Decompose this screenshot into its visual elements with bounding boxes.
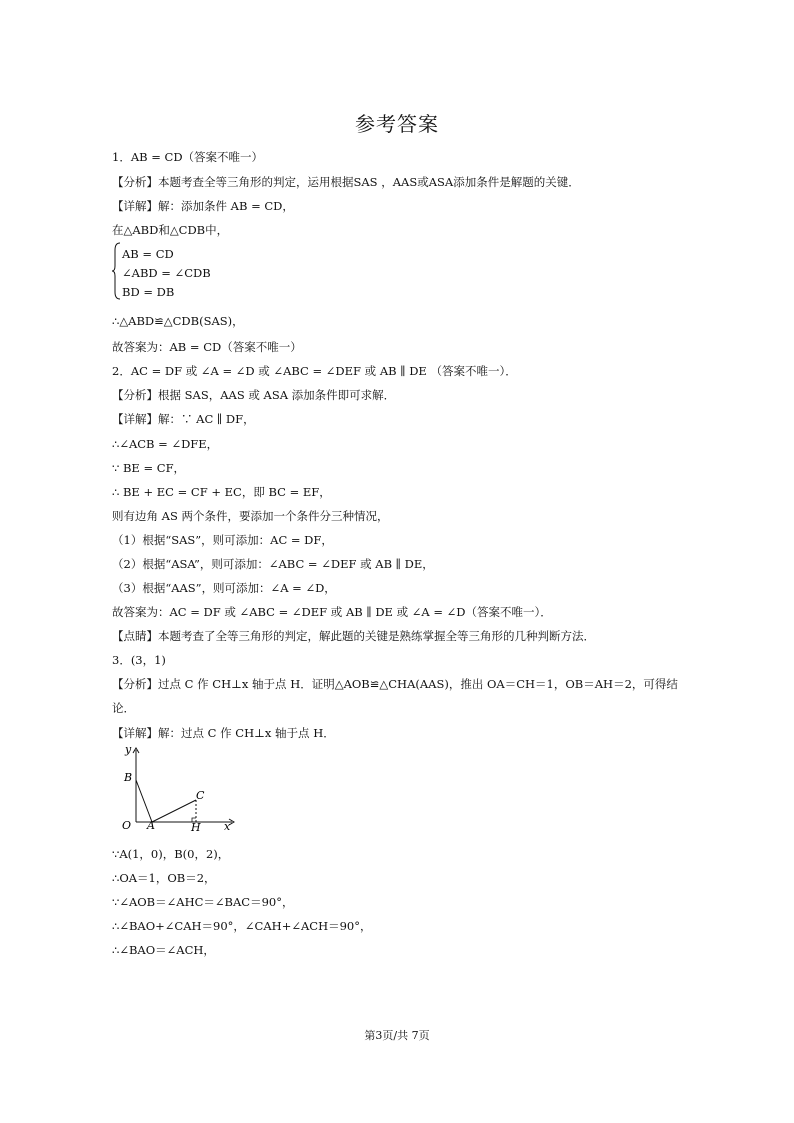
system-line-1: AB = CD: [122, 247, 174, 261]
q3-step-5: ∴∠BAO＝∠ACH，: [112, 943, 215, 957]
q2-answer: 2．AC = DF 或 ∠A = ∠D 或 ∠ABC = ∠DEF 或 AB ∥ DE （答案不唯一）．: [112, 364, 517, 378]
q2-step-4: ∴ BE + EC = CF + EC，即 BC = EF，: [112, 485, 331, 499]
label-o: O: [122, 819, 132, 832]
label-c: C: [196, 789, 205, 802]
q3-step-4: ∴∠BAO+∠CAH＝90°，∠CAH+∠ACH＝90°，: [112, 919, 372, 933]
q2-analysis: 【分析】根据 SAS，AAS 或 ASA 添加条件即可求解．: [112, 388, 396, 402]
label-h: H: [191, 821, 201, 834]
q2-final: 故答案为：AC = DF 或 ∠ABC = ∠DEF 或 AB ∥ DE 或 ∠A = ∠D（答案不唯一）．: [112, 605, 552, 619]
q2-step-2: ∴∠ACB = ∠DFE，: [112, 437, 219, 451]
system-line-3: BD = DB: [122, 285, 175, 299]
q1-answer: 1．AB = CD（答案不唯一）: [112, 150, 264, 164]
q2-comment: 【点睛】本题考查了全等三角形的判定，解此题的关键是熟练掌握全等三角形的几种判断方法．: [112, 629, 595, 643]
page-title: 参考答案: [355, 112, 439, 136]
q3-solution: 【详解】解：过点 C 作 CH⊥x 轴于点 H．: [112, 726, 335, 740]
q2-case-2: （2）根据“ASA”，则可添加：∠ABC = ∠DEF 或 AB ∥ DE，: [112, 557, 434, 571]
q3-analysis: 【分析】过点 C 作 CH⊥x 轴于点 H．证明△AOB≌△CHA(AAS)，推出 OA＝CH＝1，OB＝AH＝2，可得结论．: [112, 677, 678, 715]
q1-congruence: ∴△ABD≌△CDB(SAS)，: [112, 314, 244, 328]
label-x: x: [224, 820, 231, 833]
q3-step-1: ∵A(1，0)，B(0，2)，: [112, 847, 230, 861]
q1-triangles: 在△ABD和△CDB中，: [112, 223, 229, 237]
q2-case-3: （3）根据“AAS”，则可添加：∠A = ∠D，: [112, 581, 336, 595]
q3-step-2: ∴OA＝1，OB＝2，: [112, 871, 216, 885]
label-b: B: [124, 771, 133, 784]
q2-step-5: 则有边角 AS 两个条件，要添加一个条件分三种情况，: [112, 509, 389, 523]
q2-case-1: （1）根据“SAS”，则可添加：AC = DF，: [112, 533, 333, 547]
label-y: y: [125, 743, 132, 756]
system-line-2: ∠ABD = ∠CDB: [122, 266, 211, 280]
q2-step-1: 【详解】解：∵ AC ∥ DF，: [112, 412, 255, 426]
coordinate-figure: [112, 742, 237, 837]
q3-answer: 3．(3，1): [112, 653, 166, 667]
q1-analysis: 【分析】本题考查全等三角形的判定，运用根据SAS ，AAS或ASA添加条件是解题的关键．: [112, 175, 580, 189]
system-brace: [112, 242, 122, 300]
q1-final: 故答案为：AB = CD（答案不唯一）: [112, 340, 302, 354]
q3-step-3: ∵∠AOB＝∠AHC＝∠BAC＝90°，: [112, 895, 294, 909]
q1-solution: 【详解】解：添加条件 AB = CD，: [112, 199, 294, 213]
q2-step-3: ∵ BE = CF，: [112, 461, 186, 475]
label-a: A: [147, 819, 155, 832]
page-footer: 第3页/共 7页: [364, 1029, 430, 1042]
